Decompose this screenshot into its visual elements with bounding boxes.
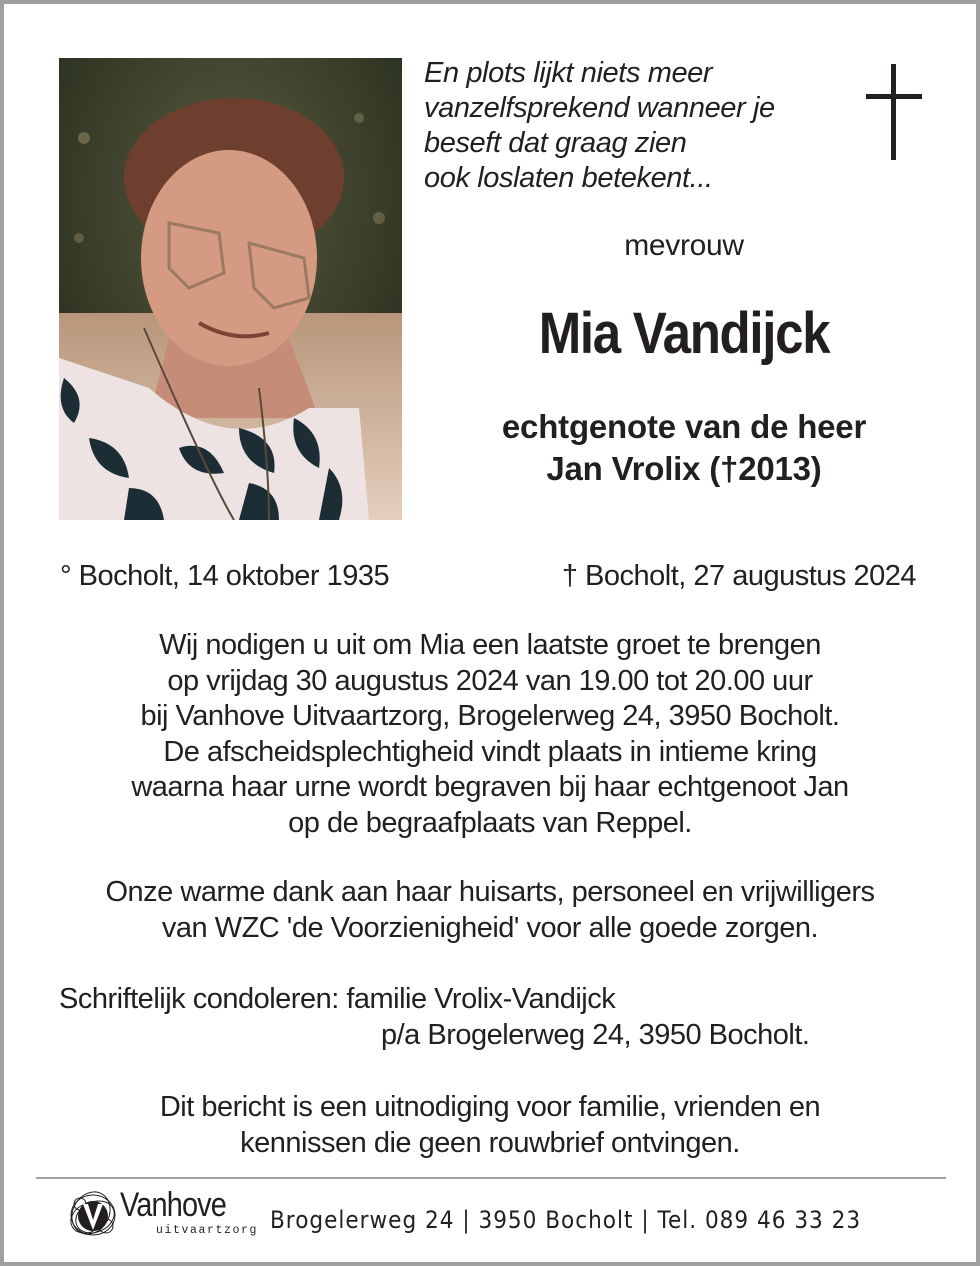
- invitation-line: bij Vanhove Uitvaartzorg, Brogelerweg 24, 3950 Bocholt.: [140, 700, 840, 732]
- invitation-line: op de begraafplaats van Reppel.: [288, 806, 692, 839]
- logo-name: Vanhove: [120, 1186, 226, 1224]
- honorific: mevrouw: [624, 229, 744, 262]
- thanks-paragraph: [34, 875, 946, 946]
- quote-line: En plots lijkt niets meer: [424, 57, 713, 89]
- spouse-info: [424, 406, 944, 490]
- logo-subtitle: uitvaartzorg: [156, 1224, 259, 1237]
- spouse-line: echtgenote van de heer: [501, 408, 867, 445]
- quote-line: vanzelfsprekend wanneer je: [424, 92, 775, 124]
- spouse-line: Jan Vrolix (†2013): [546, 450, 822, 487]
- quote-line: ook loslaten betekent...: [424, 162, 713, 194]
- invitation-paragraph: [34, 628, 946, 841]
- condolence-address-line: p/a Brogelerweg 24, 3950 Bocholt.: [381, 1018, 810, 1051]
- quote-line: beseft dat graag zien: [424, 127, 687, 159]
- portrait-image: [59, 58, 402, 520]
- obituary-card: [4, 4, 976, 1262]
- notice-paragraph: [34, 1090, 946, 1161]
- birth-date: ° Bocholt, 14 oktober 1935: [60, 560, 390, 592]
- vanhove-logo: [66, 1186, 259, 1246]
- latin-cross-icon: [866, 64, 922, 160]
- portrait-photo: [59, 58, 402, 520]
- scribble-v-logo-icon: [66, 1190, 120, 1240]
- thanks-line: van WZC 'de Voorzienigheid' voor alle goede zorgen.: [161, 911, 819, 944]
- footer-contact: Brogelerweg 24 | 3950 Bocholt | Tel. 089 46 33 23: [270, 1206, 862, 1234]
- invitation-line: op vrijdag 30 augustus 2024 van 19.00 tot 20.00 uur: [167, 664, 813, 697]
- invitation-line: De afscheidsplechtigheid vindt plaats in intieme kring: [163, 735, 817, 768]
- condolence-address: [59, 982, 809, 1053]
- invitation-line: waarna haar urne wordt begraven bij haar echtgenoot Jan: [131, 771, 849, 803]
- notice-line: kennissen die geen rouwbrief ontvingen.: [240, 1126, 740, 1159]
- deceased-name: Mia Vandijck: [538, 301, 830, 366]
- notice-line: Dit bericht is een uitnodiging voor familie, vrienden en: [159, 1091, 821, 1123]
- memorial-quote: [424, 56, 775, 196]
- condolence-line: Schriftelijk condoleren: familie Vrolix-Vandijck: [59, 983, 616, 1015]
- thanks-line: Onze warme dank aan haar huisarts, personeel en vrijwilligers: [105, 876, 875, 908]
- footer-divider: [36, 1177, 946, 1179]
- invitation-line: Wij nodigen u uit om Mia een laatste groet te brengen: [159, 629, 821, 661]
- death-date: † Bocholt, 27 augustus 2024: [561, 560, 916, 592]
